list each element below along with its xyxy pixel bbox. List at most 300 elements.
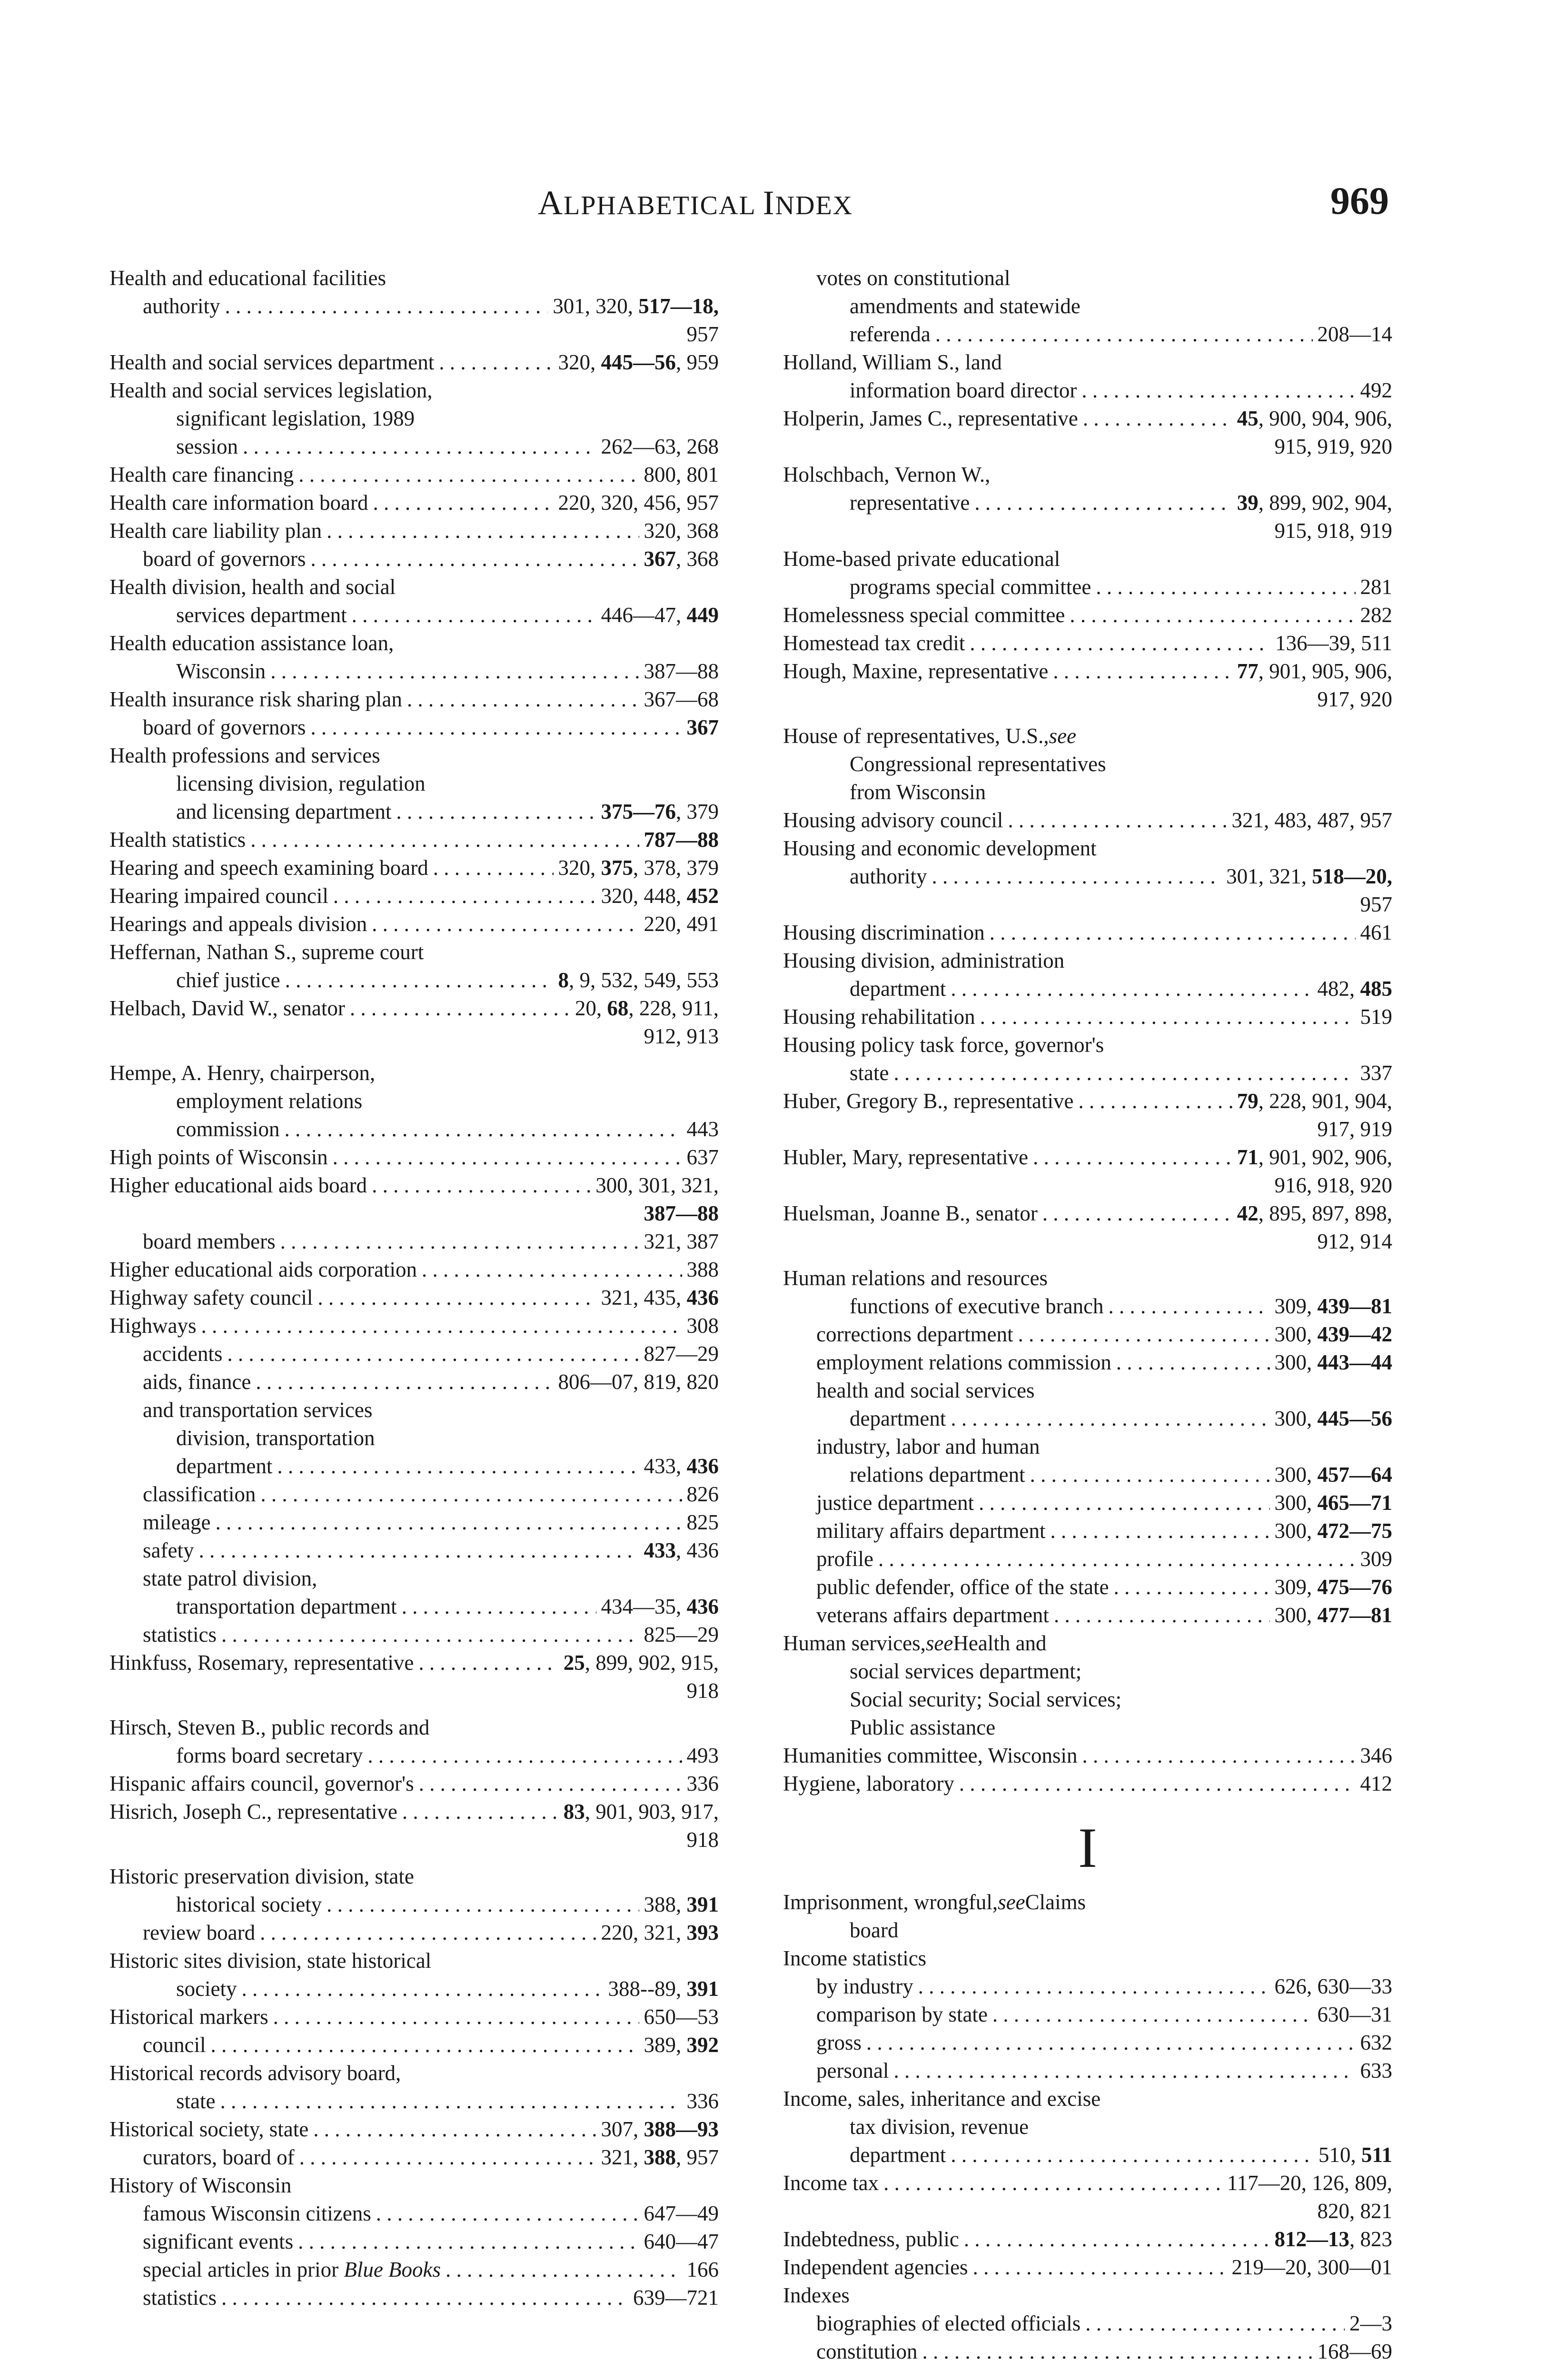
entry-heading-row [783, 1405, 1392, 1433]
index-entry [783, 1200, 1392, 1256]
index-entry [109, 2031, 719, 2059]
dot-leader [979, 1489, 1269, 1517]
entry-term: Health care information board [109, 491, 368, 515]
entry-term: state [850, 1061, 889, 1085]
index-entry [783, 2225, 1392, 2253]
entry-text: Public assistance [850, 1716, 996, 1739]
entry-heading-row [783, 1003, 1392, 1031]
dot-leader [878, 1545, 1356, 1573]
entry-term: Historical society, state [109, 2117, 309, 2141]
page-references: 375—76, 379 [601, 800, 719, 823]
entry-text: from Wisconsin [850, 780, 986, 804]
entry-text: Health professions and services [109, 744, 380, 767]
page-references: 433, 436 [644, 1454, 719, 1478]
dot-leader [992, 2001, 1313, 2029]
entry-heading-row [109, 292, 719, 320]
entry-heading-row [109, 2200, 719, 2228]
page-references: 493 [686, 1744, 719, 1767]
index-entry [783, 1349, 1392, 1377]
entry-text: History of Wisconsin [109, 2173, 292, 2197]
entry-heading-row [783, 1320, 1392, 1349]
entry-text: Housing and economic development [783, 836, 1097, 860]
page-references-continued: 917, 920 [1317, 687, 1392, 711]
entry-term: Helbach, David W., senator [109, 996, 345, 1020]
dot-leader [201, 1312, 682, 1340]
page-references-continued: 912, 914 [1317, 1230, 1392, 1253]
index-column-left [109, 264, 719, 2312]
entry-term: department [850, 2143, 946, 2167]
entry-text: Health education assistance loan, [109, 631, 394, 655]
dot-leader [333, 1143, 682, 1171]
entry-heading-row [109, 1537, 719, 1565]
entry-text: Income, sales, inheritance and excise [783, 2087, 1101, 2111]
entry-heading-row [783, 2029, 1392, 2057]
index-entry [109, 714, 719, 742]
index-entry [109, 1312, 719, 1340]
index-entry [783, 1003, 1392, 1031]
page-references: 806—07, 819, 820 [558, 1370, 719, 1394]
page-references: 626, 630—33 [1274, 1974, 1392, 1998]
page-references: 812—13, 823 [1274, 2227, 1392, 2251]
index-entry [109, 489, 719, 517]
entry-heading-row [109, 1798, 719, 1826]
index-entry [109, 2059, 719, 2115]
page-references-continued: 918 [686, 1828, 719, 1852]
entry-text: Holschbach, Vernon W., [783, 463, 991, 486]
entry-heading-row [109, 461, 719, 489]
dot-leader [1070, 601, 1355, 629]
entry-term: Housing rehabilitation [783, 1005, 975, 1029]
index-entry [783, 2253, 1392, 2281]
index-entry [109, 2143, 719, 2172]
page-references: 321, 388, 957 [601, 2145, 719, 2169]
entry-term: Housing discrimination [783, 921, 985, 944]
dot-leader [990, 919, 1356, 947]
dot-leader [285, 966, 554, 994]
entry-term: mileage [143, 1510, 211, 1534]
index-entry [109, 1919, 719, 1947]
index-entry [109, 1228, 719, 1256]
entry-heading-row [783, 1573, 1392, 1601]
entry-heading-row [109, 1508, 719, 1537]
page-references: 346 [1360, 1744, 1392, 1767]
page-references: 826 [686, 1482, 719, 1506]
index-entry [109, 1770, 719, 1798]
page-references: 166 [686, 2258, 719, 2281]
entry-heading-row [109, 714, 719, 742]
spacer [783, 1256, 1392, 1264]
dot-leader [227, 1340, 639, 1368]
entry-heading-row [109, 1621, 719, 1649]
title-word: LPHABETICAL [564, 191, 763, 220]
page-references: 300, 477—81 [1274, 1603, 1392, 1627]
entry-heading-row [109, 1593, 719, 1621]
entry-term: Income tax [783, 2171, 879, 2195]
entry-text: Historic preservation division, state [109, 1864, 414, 1888]
dot-leader [1096, 573, 1355, 601]
entry-term: Wisconsin [176, 659, 266, 683]
index-entry [109, 2003, 719, 2031]
dot-leader [1054, 1601, 1270, 1629]
page-references: 301, 320, 517—18, [553, 294, 719, 318]
page-references: 300, 472—75 [1274, 1519, 1392, 1543]
dot-leader [327, 517, 639, 545]
entry-heading-row [783, 806, 1392, 834]
spacer [109, 1854, 719, 1863]
entry-heading-row [783, 1973, 1392, 2001]
index-entry [783, 657, 1392, 714]
index-entry [109, 910, 719, 938]
index-entry [783, 1545, 1392, 1573]
page-references: 446—47, 449 [601, 603, 719, 627]
dot-leader [1030, 1461, 1270, 1489]
entry-heading-row [109, 1256, 719, 1284]
entry-heading-row [783, 320, 1392, 348]
dot-leader [951, 975, 1312, 1003]
index-entry [783, 2029, 1392, 2057]
page-references: 387—88 [644, 659, 719, 683]
entry-heading-row [783, 1742, 1392, 1770]
entry-heading-row [109, 601, 719, 629]
page-references-continued: 820, 821 [1317, 2199, 1392, 2223]
entry-heading-row [109, 826, 719, 854]
entry-heading-row [109, 882, 719, 910]
spacer [109, 1705, 719, 1714]
dot-leader [866, 2029, 1355, 2057]
page-references-continued: 912, 913 [644, 1024, 719, 1048]
index-entry [109, 1284, 719, 1312]
dot-leader [215, 1508, 682, 1537]
index-entry [783, 1031, 1392, 1087]
dot-leader [373, 489, 554, 517]
page-references-continued: 957 [686, 322, 719, 346]
index-entry [783, 629, 1392, 657]
dot-leader [1114, 1573, 1270, 1601]
entry-text: Holland, William S., land [783, 350, 1002, 374]
index-entry [783, 1143, 1392, 1200]
dot-leader [959, 1770, 1356, 1798]
index-entry [109, 938, 719, 994]
page-references: 282 [1360, 603, 1392, 627]
entry-text: Heffernan, Nathan S., supreme court [109, 940, 424, 964]
index-entry [783, 1320, 1392, 1349]
entry-heading-row [109, 2031, 719, 2059]
entry-text: Social security; Social services; [850, 1687, 1122, 1711]
entry-term: Housing advisory council [783, 808, 1003, 832]
entry-heading-row [783, 2338, 1392, 2366]
index-entry [109, 1508, 719, 1537]
entry-text: Home-based private educational [783, 547, 1060, 571]
index-entry [783, 834, 1392, 919]
dot-leader [313, 2115, 596, 2143]
page-references: 208—14 [1317, 322, 1392, 346]
dot-leader [418, 1649, 558, 1677]
page-references: 220, 491 [644, 912, 719, 936]
page-references: 307, 388—93 [601, 2117, 719, 2141]
entry-term: safety [143, 1538, 194, 1562]
index-entry [783, 1573, 1392, 1601]
title-initial: A [538, 184, 564, 222]
page-references: 461 [1360, 921, 1392, 944]
dot-leader [310, 714, 682, 742]
page-references: 337 [1360, 1061, 1392, 1085]
entry-heading-row [109, 1742, 719, 1770]
dot-leader [1018, 1320, 1270, 1349]
page-references: 388 [686, 1258, 719, 1281]
entry-term: employment relations commission [816, 1350, 1111, 1374]
dot-leader [220, 2087, 682, 2115]
page-references: 388--89, 391 [608, 1977, 719, 2001]
page-references: 300, 439—42 [1274, 1322, 1392, 1346]
entry-term: programs special committee [850, 575, 1091, 599]
dot-leader [298, 2228, 639, 2256]
index-entry [109, 1396, 719, 1480]
entry-term: board of governors [143, 547, 306, 571]
page-references: 45, 900, 904, 906, [1237, 407, 1392, 430]
dot-leader [285, 1115, 682, 1143]
page-references: 630—31 [1317, 2003, 1392, 2026]
index-entry [783, 919, 1392, 947]
index-entry [783, 1888, 1392, 1944]
index-entry [109, 2228, 719, 2256]
entry-term: comparison by state [816, 2003, 988, 2026]
page-references: 77, 901, 905, 906, [1237, 659, 1392, 683]
entry-heading-row [109, 2256, 719, 2284]
index-entry [109, 1714, 719, 1770]
index-entry [783, 2281, 1392, 2338]
dot-leader [221, 2284, 628, 2312]
entry-heading-row [109, 1975, 719, 2003]
index-entry [109, 1368, 719, 1396]
entry-text: tax division, revenue [850, 2115, 1029, 2139]
entry-term: significant events [143, 2230, 294, 2253]
entry-term: Health statistics [109, 828, 246, 852]
index-entry [109, 1649, 719, 1705]
entry-term: Humanities committee, Wisconsin [783, 1744, 1078, 1767]
entry-term: review board [143, 1921, 256, 1944]
page-references: 20, 68, 228, 911, [575, 996, 719, 1020]
page-references: 79, 228, 901, 904, [1237, 1089, 1392, 1113]
page-references: 300, 465—71 [1274, 1491, 1392, 1515]
entry-term: Huber, Gregory B., representative [783, 1089, 1074, 1113]
dot-leader [893, 1059, 1355, 1087]
entry-term: department [176, 1454, 273, 1478]
entry-text: social services department; [850, 1659, 1082, 1683]
entry-heading-row [783, 2253, 1392, 2281]
page-references: 433, 436 [644, 1538, 719, 1562]
dot-leader [1109, 1292, 1270, 1320]
page-references: 309, 475—76 [1274, 1575, 1392, 1599]
page-references: 39, 899, 902, 904, [1237, 491, 1392, 515]
page-references: 827—29 [644, 1342, 719, 1366]
entry-term: Holperin, James C., representative [783, 407, 1078, 430]
page-references: 388, 391 [644, 1893, 719, 1916]
dot-leader [327, 1891, 639, 1919]
entry-term: Hinkfuss, Rosemary, representative [109, 1651, 414, 1675]
entry-heading-row [783, 1349, 1392, 1377]
dot-leader [1083, 405, 1232, 433]
page-title [538, 183, 853, 223]
entry-text: Hirsch, Steven B., public records and [109, 1716, 430, 1739]
dot-leader [396, 798, 596, 826]
dot-leader [883, 2169, 1222, 2197]
entry-term: Health care financing [109, 463, 294, 486]
dot-leader [350, 994, 570, 1022]
index-entry [109, 1863, 719, 1919]
index-entry [783, 1770, 1392, 1798]
entry-term: biographies of elected officials [816, 2311, 1081, 2335]
entry-term: Higher educational aids corporation [109, 1258, 417, 1281]
entry-heading-row [109, 1919, 719, 1947]
entry-heading-row [783, 1200, 1392, 1228]
entry-term: authority [850, 864, 927, 888]
dot-leader [932, 863, 1221, 891]
index-entry [109, 264, 719, 348]
index-entry [109, 2256, 719, 2284]
dot-leader [277, 1452, 639, 1480]
entry-heading-row [783, 2057, 1392, 2085]
entry-heading-row [783, 1087, 1392, 1115]
page-header [0, 179, 1546, 236]
entry-text: Health and social services legislation, [109, 378, 433, 402]
index-entry [109, 882, 719, 910]
page-references: 412 [1360, 1772, 1392, 1795]
index-entry [109, 742, 719, 826]
entry-term: curators, board of [143, 2145, 295, 2169]
index-entry [783, 405, 1392, 461]
dot-leader [352, 601, 596, 629]
page-references-continued: 387—88 [644, 1201, 719, 1225]
entry-text: Historical records advisory board, [109, 2061, 401, 2085]
entry-term: Indebtedness, public [783, 2227, 959, 2251]
entry-heading-row [109, 1452, 719, 1480]
entry-text: employment relations [176, 1089, 363, 1113]
entry-heading-row [109, 517, 719, 545]
dot-leader [970, 629, 1270, 657]
entry-term: statistics [143, 1623, 217, 1646]
entry-term: special articles in prior Blue Books [143, 2258, 441, 2281]
dot-leader [1050, 1517, 1270, 1545]
entry-heading-row [109, 1284, 719, 1312]
entry-term: High points of Wisconsin [109, 1145, 328, 1169]
index-entry [109, 2284, 719, 2312]
page-references: 787—88 [644, 828, 719, 852]
dot-leader [1085, 2310, 1345, 2338]
page-references: 2—3 [1349, 2311, 1392, 2335]
entry-term: Hubler, Mary, representative [783, 1145, 1029, 1169]
page-references: 519 [1360, 1005, 1392, 1029]
entry-term: historical society [176, 1893, 322, 1916]
entry-heading-row [109, 966, 719, 994]
index-entry [783, 264, 1392, 348]
dot-leader [918, 1973, 1270, 2001]
dot-leader [402, 1593, 596, 1621]
page-references: 300, 457—64 [1274, 1463, 1392, 1487]
entry-term: board members [143, 1230, 276, 1253]
entry-heading-row [783, 377, 1392, 405]
entry-heading-row [783, 2225, 1392, 2253]
index-entry [783, 2085, 1392, 2169]
index-entry [109, 1143, 719, 1171]
page-references: 219—20, 300—01 [1231, 2255, 1392, 2279]
entry-heading-row [783, 2141, 1392, 2169]
page-references-continued: 918 [686, 1679, 719, 1703]
entry-heading-row [109, 2115, 719, 2143]
page-references: 321, 483, 487, 957 [1231, 808, 1392, 832]
entry-heading-row [783, 1059, 1392, 1087]
dot-leader [422, 1256, 682, 1284]
entry-text: industry, labor and human [816, 1435, 1040, 1458]
dot-leader [964, 2225, 1270, 2253]
index-entry [109, 994, 719, 1051]
entry-term: board of governors [143, 715, 306, 739]
page-references: 300, 301, 321, [595, 1173, 719, 1197]
page-references: 320, 445—56, 959 [558, 350, 719, 374]
entry-term: aids, finance [143, 1370, 251, 1394]
spacer [109, 1051, 719, 1059]
index-entry [109, 517, 719, 545]
page-references: 389, 392 [644, 2033, 719, 2057]
page-references: 632 [1360, 2031, 1392, 2054]
page-references: 321, 435, 436 [601, 1286, 719, 1309]
dot-leader [270, 657, 639, 685]
entry-term: Homelessness special committee [783, 603, 1065, 627]
entry-term: referenda [850, 322, 931, 346]
page-references: 336 [686, 2089, 719, 2113]
dot-leader [980, 1003, 1356, 1031]
entry-heading-row [109, 1228, 719, 1256]
entry-heading-row [109, 1143, 719, 1171]
entry-term: Hearings and appeals division [109, 912, 367, 936]
entry-term: department [850, 977, 946, 1001]
dot-leader [402, 1798, 559, 1826]
entry-text: division, transportation [176, 1426, 375, 1450]
entry-text: Housing policy task force, governor's [783, 1033, 1104, 1057]
entry-text: licensing division, regulation [176, 772, 426, 795]
page-references: 434—35, 436 [601, 1595, 719, 1618]
index-entry [783, 1377, 1392, 1433]
page-references: 309, 439—81 [1274, 1294, 1392, 1318]
section-letter-heading: I [1078, 1816, 1097, 1879]
index-entry [783, 545, 1392, 601]
entry-term: Highway safety council [109, 1286, 313, 1309]
entry-term: chief justice [176, 968, 280, 992]
page-references: 220, 320, 456, 957 [558, 491, 719, 515]
entry-heading-row [109, 489, 719, 517]
page-references: 639—721 [633, 2286, 719, 2310]
entry-text: Congressional representatives [850, 752, 1106, 776]
entry-heading-row [109, 2087, 719, 2115]
entry-heading-row [783, 405, 1392, 433]
dot-leader [225, 292, 548, 320]
entry-text: state patrol division, [143, 1567, 317, 1590]
index-entry [783, 2169, 1392, 2225]
page-references-continued: 916, 918, 920 [1274, 1173, 1392, 1197]
entry-text: Hempe, A. Henry, chairperson, [109, 1061, 376, 1085]
entry-heading-row [783, 863, 1392, 891]
entry-term: services department [176, 603, 347, 627]
entry-heading-row [783, 2310, 1392, 2338]
entry-term: Hough, Maxine, representative [783, 659, 1049, 683]
index-entry [783, 1629, 1392, 1742]
entry-text: Health and educational facilities [109, 266, 386, 290]
dot-leader [1008, 806, 1227, 834]
page-references: 443 [686, 1117, 719, 1141]
page-references: 117—20, 126, 809, [1227, 2171, 1392, 2195]
dot-leader [280, 1228, 639, 1256]
index-column-right [783, 264, 1392, 2366]
entry-heading-row [109, 1770, 719, 1798]
